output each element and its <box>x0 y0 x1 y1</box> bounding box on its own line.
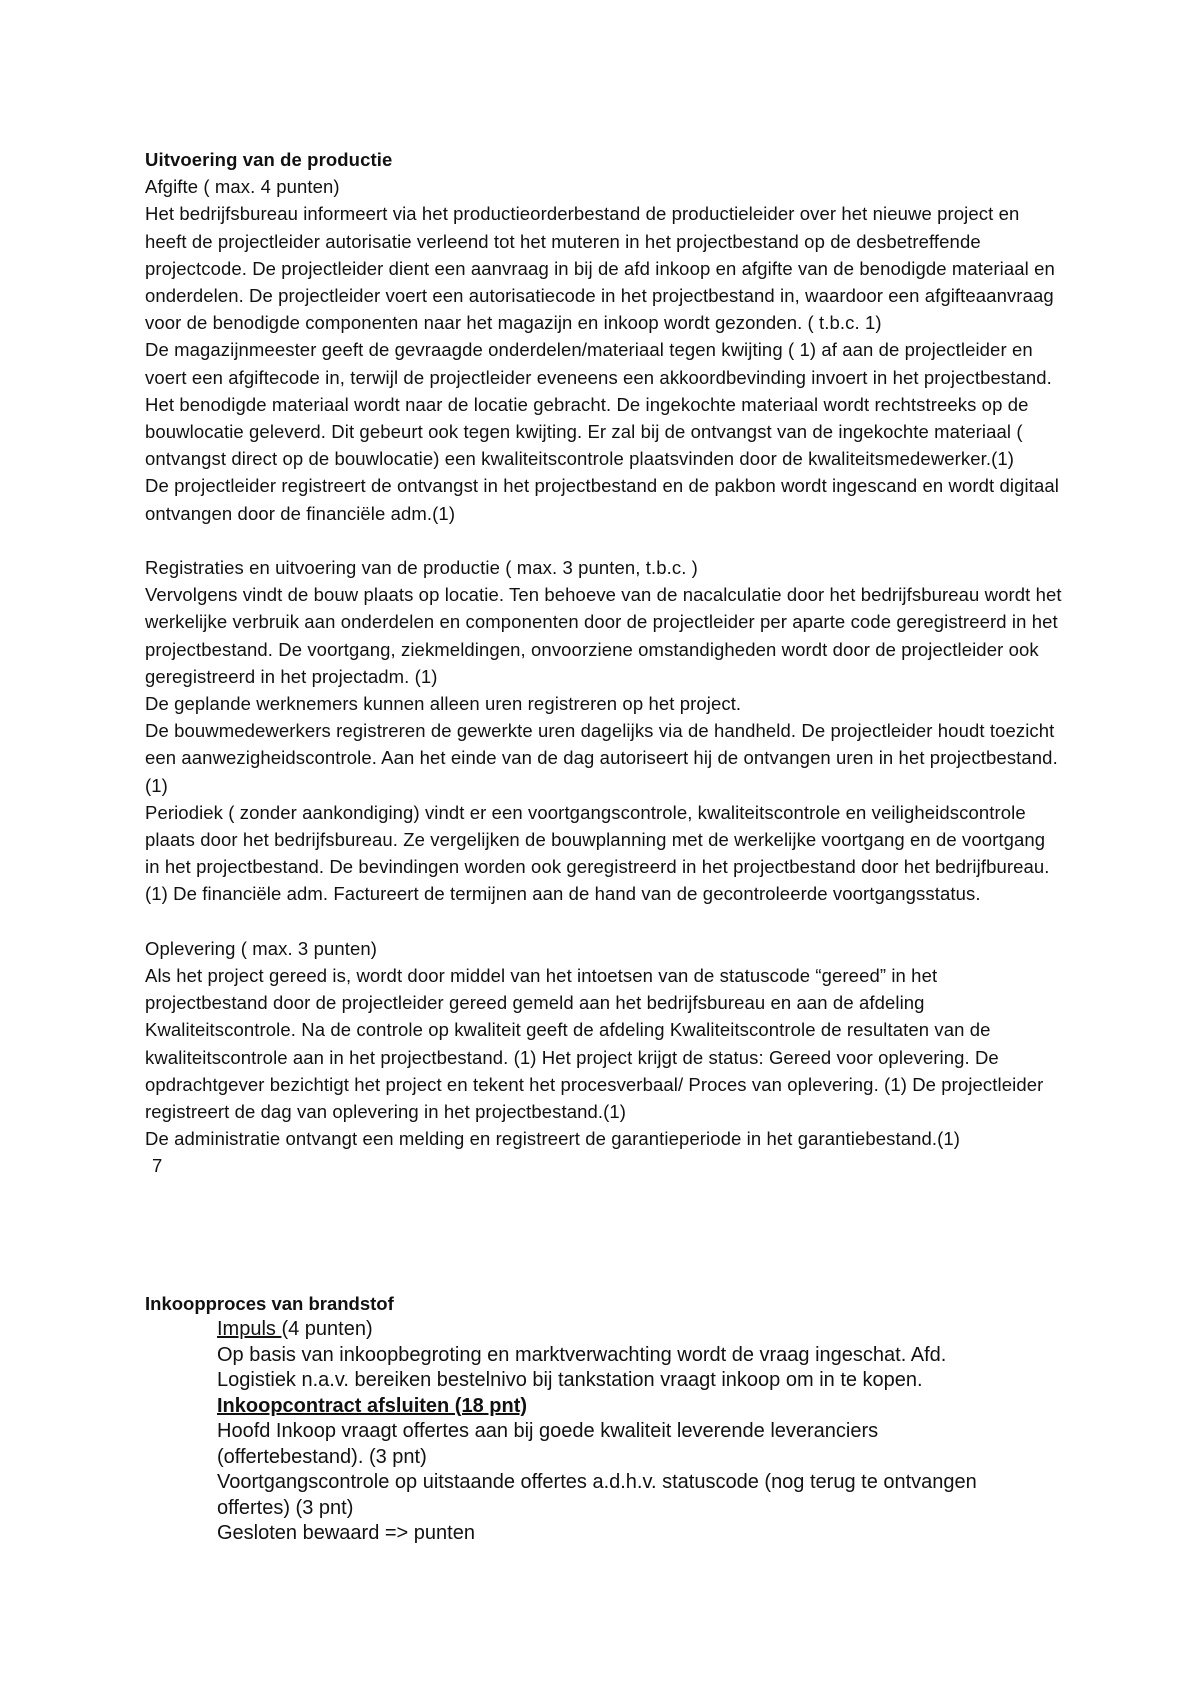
subheading-afgifte: Afgifte ( max. 4 punten) <box>145 176 340 198</box>
body-line: Hoofd Inkoop vraagt offertes aan bij goede kwaliteit leverende leveranciers <box>217 1420 879 1442</box>
impuls-label: Impuls <box>217 1318 282 1340</box>
subheading-registraties: Registraties en uitvoering van de productie ( max. 3 punten, t.b.c. ) <box>145 557 698 579</box>
paragraph: Het bedrijfsbureau informeert via het productieorderbestand de productieleider over het nieuwe project en heeft de projectleider autorisatie verleend tot het muteren in het projectbestand op de desbetreffende projectcode. De projectleider dient een aanvraag in bij de afd inkoop en afgifte van de benodigde materiaal en onderdelen. De projectleider voert een autorisatiecode in het projectbestand in, waardoor een afgifteaanvraag voor de benodigde componenten naar het magazijn en inkoop wordt gezonden. ( t.b.c. 1) <box>145 203 1055 334</box>
section-uitvoering <box>145 146 1065 1180</box>
body-line: Gesloten bewaard => punten <box>217 1522 475 1544</box>
paragraph: Als het project gereed is, wordt door middel van het intoetsen van de statuscode “gereed” in het projectbestand door de projectleider gereed gemeld aan het bedrijfsbureau en aan de afdeling Kwaliteitscontrole. Na de controle op kwaliteit geeft de afdeling Kwaliteitscontrole de resultaten van de kwaliteitscontrole aan in het projectbestand. (1) Het project krijgt de status: Gereed voor oplevering. De opdrachtgever bezichtigt het project en tekent het procesverbaal/ Proces van oplevering. (1) De projectleider registreert de dag van oplevering in het projectbestand.(1) <box>145 965 1044 1123</box>
contract-heading: Inkoopcontract afsluiten (18 pnt) <box>217 1394 528 1417</box>
blank-line <box>145 908 1065 935</box>
paragraph: De administratie ontvangt een melding en registreert de garantieperiode in het garantiebestand.(1) <box>145 1128 961 1150</box>
paragraph: Periodiek ( zonder aankondiging) vindt er een voortgangscontrole, kwaliteitscontrole en veiligheidscontrole plaats door het bedrijfsbureau. Ze vergelijken de bouwplanning met de werkelijke voortgang en de voortgang in het projectbestand. De bevindingen worden ook geregistreerd in het projectbestand door het bedrijfbureau.(1) De financiële adm. Factureert de termijnen aan de hand van de gecontroleerde voortgangsstatus. <box>145 801 1050 905</box>
body-line: Op basis van inkoopbegroting en marktverwachting wordt de vraag ingeschat. Afd. <box>217 1343 947 1366</box>
body-line: Voortgangscontrole op uitstaande offertes a.d.h.v. statuscode (nog terug te ontvangen <box>217 1471 977 1493</box>
body-line: Logistiek n.a.v. bereiken bestelnivo bij tankstation vraagt inkoop om in te kopen. <box>217 1369 923 1391</box>
section-inkoopproces <box>145 1290 1065 1547</box>
paragraph: De magazijnmeester geeft de gevraagde onderdelen/materiaal tegen kwijting ( 1) af aan de projectleider en voert een afgiftecode in, terwijl de projectleider eveneens een akkoordbevinding invoert in het projectbestand. Het benodigde materiaal wordt naar de locatie gebracht. De ingekochte materiaal wordt rechtstreeks op de bouwlocatie geleverd. Dit gebeurt ook tegen kwijting. Er zal bij de ontvangst van de ingekochte materiaal ( ontvangst direct op de bouwlocatie) een kwaliteitscontrole plaatsvinden door de kwaliteitsmedewerker.(1) <box>145 339 1052 470</box>
impuls-points: (4 punten) <box>281 1318 373 1340</box>
section-heading: Uitvoering van de productie <box>145 149 393 170</box>
paragraph: Vervolgens vindt de bouw plaats op locatie. Ten behoeve van de nacalculatie door het bedrijfsbureau wordt het werkelijke verbruik aan onderdelen en componenten door de projectleider per aparte code geregistreerd in het projectbestand. De voortgang, ziekmeldingen, onvoorziene omstandigheden wordt door de projectleider ook geregistreerd in het projectadm. (1) <box>145 584 1062 687</box>
paragraph: De bouwmedewerkers registreren de gewerkte uren dagelijks via de handheld. De projectleider houdt toezicht een aanwezigheidscontrole. Aan het einde van de dag autoriseert hij de ontvangen uren in het projectbestand. (1) <box>145 720 1058 796</box>
body-line: offertes) (3 pnt) <box>217 1496 354 1519</box>
paragraph: De geplande werknemers kunnen alleen uren registreren op het project. <box>145 693 742 715</box>
page-number: 7 <box>152 1155 163 1177</box>
section-title: Inkoopproces van brandstof <box>145 1293 394 1314</box>
impuls-line <box>217 1317 1065 1343</box>
blank-line <box>145 527 1065 554</box>
section-body <box>217 1317 1065 1547</box>
subheading-oplevering: Oplevering ( max. 3 punten) <box>145 937 378 959</box>
paragraph: De projectleider registreert de ontvangst in het projectbestand en de pakbon wordt ingescand en wordt digitaal ontvangen door de financiële adm.(1) <box>145 475 1059 524</box>
body-line: (offertebestand). (3 pnt) <box>217 1445 427 1468</box>
